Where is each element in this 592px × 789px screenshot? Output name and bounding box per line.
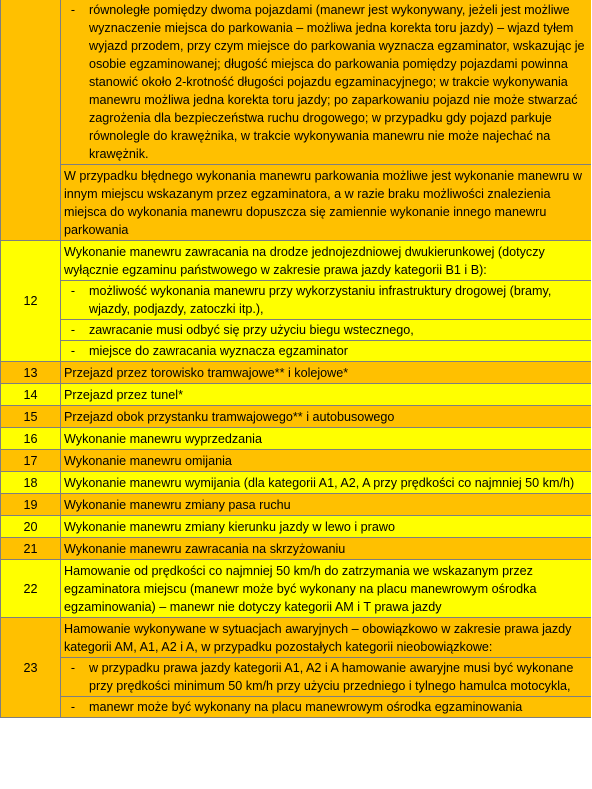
row-number: 13 [1, 362, 61, 383]
row-number: 17 [1, 450, 61, 471]
table-row [0, 362, 591, 384]
table-row [0, 0, 591, 241]
bullet-item [61, 696, 591, 717]
row-description: Hamowanie od prędkości co najmniej 50 km/h do zatrzymania we wskazanym przez egzaminatora miejscu (manewr może być wykonany na placu manewrowym ośrodka egzaminowania) – manewr nie dotyczy kategorii AM i T prawa jazdy [64, 564, 537, 614]
bullet-item [61, 340, 591, 361]
row-content [61, 384, 591, 405]
row-number: 22 [1, 560, 61, 617]
bullet-item [61, 657, 591, 696]
bullet-item [61, 319, 591, 340]
parking-note: W przypadku błędnego wykonania manewru parkowania możliwe jest wykonanie manewru w innym miejscu wskazanym przez egzaminatora, a w razie braku możliwości znalezienia miejsca do wykonania manewru dopuszcza się zamiennie wykonanie innego manewru parkowania [61, 164, 591, 240]
row-number: 23 [1, 618, 61, 717]
bullet-dash: - [70, 344, 76, 358]
row-number: 14 [1, 384, 61, 405]
row-description: Przejazd obok przystanku tramwajowego** i autobusowego [64, 410, 395, 424]
bullet-text: miejsce do zawracania wyznacza egzaminator [89, 344, 348, 358]
row-number: 15 [1, 406, 61, 427]
table-row [0, 472, 591, 494]
row-description: Wykonanie manewru zawracania na drodze jednojezdniowej dwukierunkowej (dotyczy wyłącznie egzaminu państwowego w zakresie prawa jazdy kategorii B1 i B): [64, 245, 545, 277]
bullet-dash: - [70, 3, 76, 17]
row-description: Hamowanie wykonywane w sytuacjach awaryjnych – obowiązkowo w zakresie prawa jazdy kategorii AM, A1, A2 i A, w przypadku pozostałych kategorii nieobowiązkowe: [64, 622, 572, 654]
row-content [61, 472, 591, 493]
table-row [0, 406, 591, 428]
row-description: Wykonanie manewru wyprzedzania [64, 432, 262, 446]
row-description: Wykonanie manewru zawracania na skrzyżowaniu [64, 542, 346, 556]
row-content [61, 428, 591, 449]
table-row [0, 428, 591, 450]
row-number: 18 [1, 472, 61, 493]
row-number: 21 [1, 538, 61, 559]
row-content [61, 538, 591, 559]
row-content [61, 560, 591, 617]
table-row [0, 494, 591, 516]
row-description: Przejazd przez tunel* [64, 388, 184, 402]
bullet-dash: - [70, 284, 76, 298]
row-number [1, 0, 61, 240]
row-content [61, 618, 591, 717]
bullet-dash: - [70, 323, 76, 337]
row-content [61, 0, 591, 240]
row-content [61, 241, 591, 361]
table-row [0, 384, 591, 406]
bullet-text: równoległe pomiędzy dwoma pojazdami (manewr jest wykonywany, jeżeli jest możliwe wyznaczenie miejsca do parkowania – możliwa jedna korekta toru jazdy) – wjazd tyłem wyjazd przodem, przy czym miejsce do parkowania wyznacza egzaminator, wskazując je osobie egzaminowanej; długość miejsca do parkowania pomiędzy pojazdami powinna stanowić około 2-krotność długości pojazdu egzaminacyjnego; w trakcie wykonywania manewru możliwa jedna korekta toru jazdy; po zaparkowaniu pojazd nie może stwarzać zagrożenia dla bezpieczeństwa ruchu drogowego; w przypadku gdy pojazd parkuje równolegle do krawężnika, w trakcie wykonywania manewru nie może najechać na krawężnik. [89, 3, 585, 161]
bullet-text: w przypadku prawa jazdy kategorii A1, A2 i A hamowanie awaryjne musi być wykonane przy prędkości minimum 50 km/h przy użyciu przedniego i tylnego hamulca motocykla, [89, 661, 574, 693]
row-number: 12 [1, 241, 61, 361]
bullet-dash: - [70, 700, 76, 714]
row-description: Wykonanie manewru wymijania (dla kategorii A1, A2, A przy prędkości co najmniej 50 km/h) [64, 476, 575, 490]
bullet-item [61, 0, 591, 164]
row-number: 20 [1, 516, 61, 537]
table-row [0, 241, 591, 362]
row-description: Wykonanie manewru omijania [64, 454, 232, 468]
table-row [0, 538, 591, 560]
row-content [61, 516, 591, 537]
bullet-text: manewr może być wykonany na placu manewrowym ośrodka egzaminowania [89, 700, 523, 714]
bullet-text: możliwość wykonania manewru przy wykorzystaniu infrastruktury drogowej (bramy, wjazdy, podjazdy, zatoczki itp.), [89, 284, 552, 316]
bullet-item [61, 280, 591, 319]
row-description: Wykonanie manewru zmiany pasa ruchu [64, 498, 291, 512]
row-content [61, 406, 591, 427]
row-description: Wykonanie manewru zmiany kierunku jazdy w lewo i prawo [64, 520, 395, 534]
row-content [61, 494, 591, 515]
row-number: 16 [1, 428, 61, 449]
bullet-text: zawracanie musi odbyć się przy użyciu biegu wstecznego, [89, 323, 414, 337]
table-row [0, 516, 591, 538]
row-number: 19 [1, 494, 61, 515]
table-row [0, 450, 591, 472]
row-description: Przejazd przez torowisko tramwajowe** i kolejowe* [64, 366, 349, 380]
bullet-dash: - [70, 661, 76, 675]
table-row [0, 560, 591, 618]
row-content [61, 362, 591, 383]
table-row [0, 618, 591, 718]
row-content [61, 450, 591, 471]
